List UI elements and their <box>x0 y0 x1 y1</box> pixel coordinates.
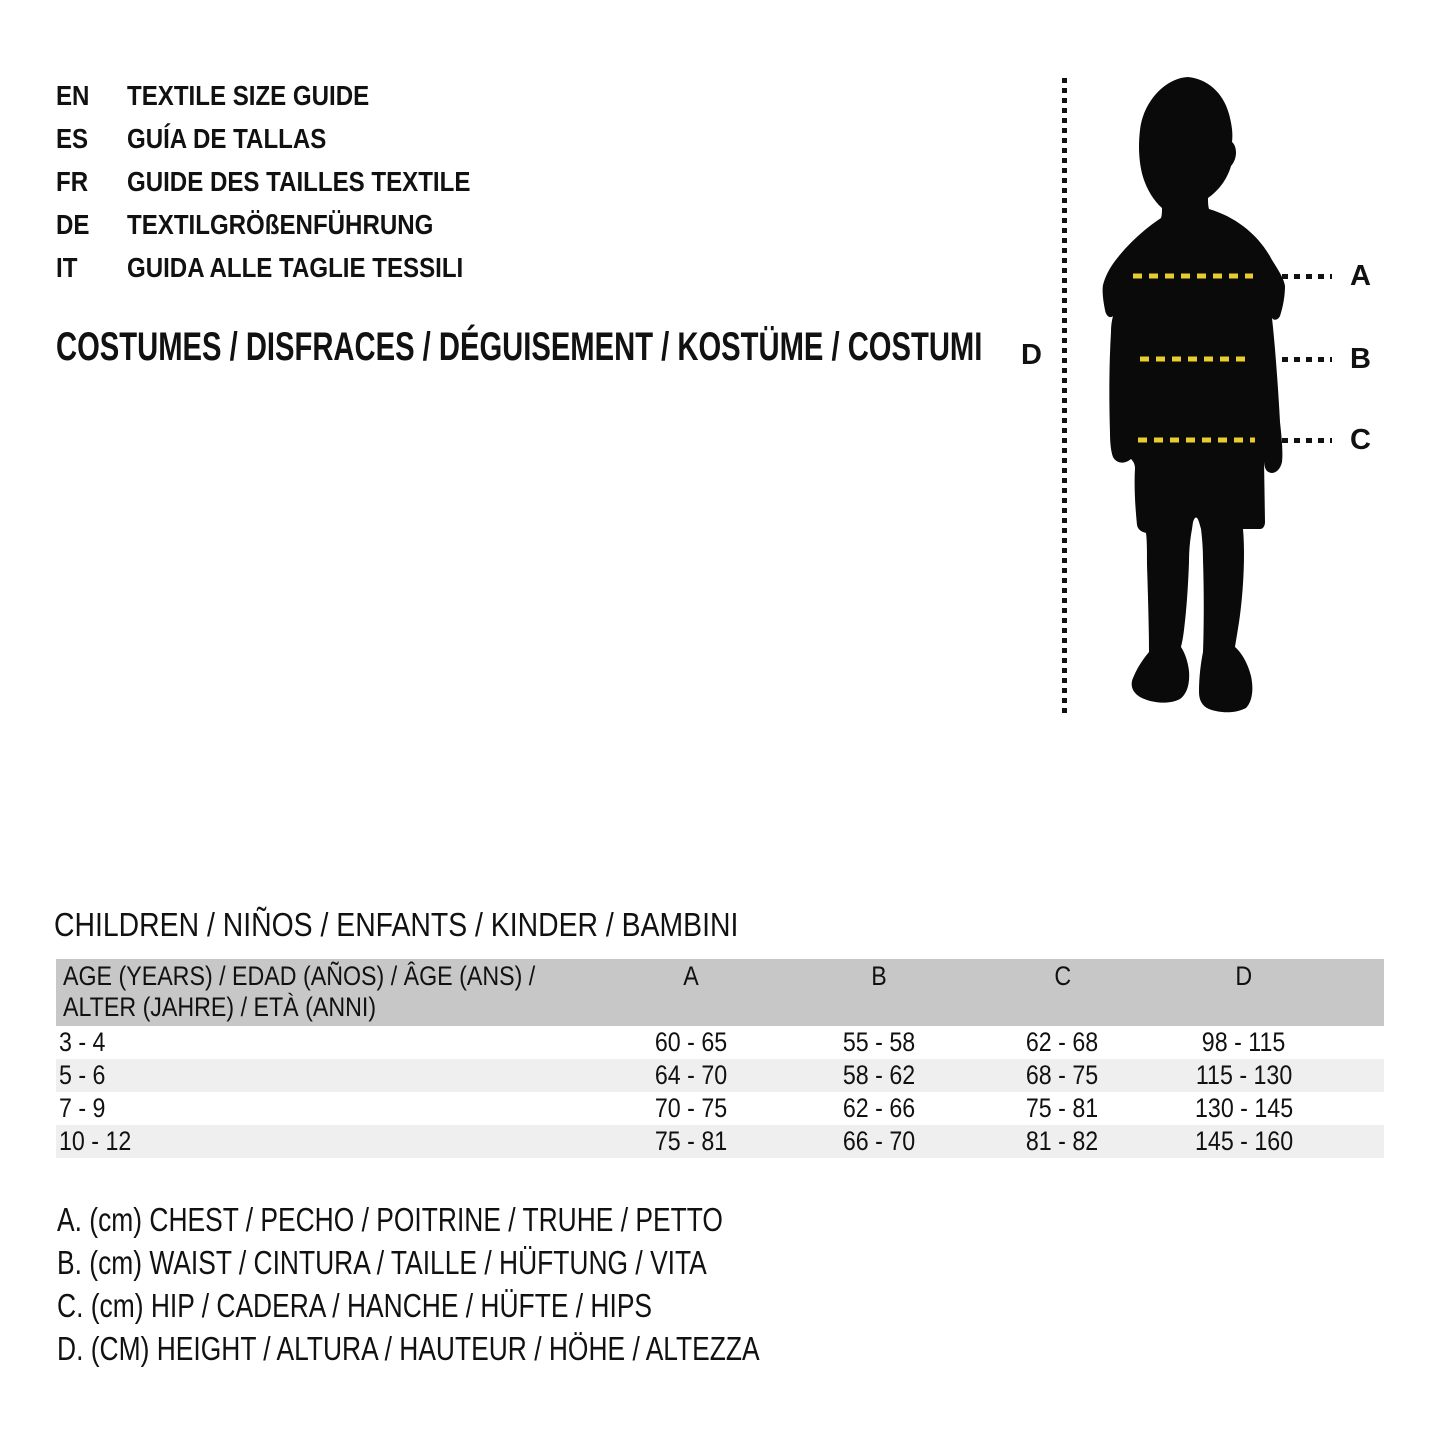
hip-cell: 81 - 82 <box>1026 1126 1099 1156</box>
hip-cell: 62 - 68 <box>1026 1027 1099 1057</box>
language-code: FR <box>56 165 89 197</box>
language-guide-title: GUIDA ALLE TAGLIE TESSILI <box>127 251 464 283</box>
language-code: EN <box>56 79 90 111</box>
waist-cell: 58 - 62 <box>842 1060 916 1090</box>
child-silhouette-shape <box>1103 77 1285 712</box>
size-table <box>56 959 1384 1158</box>
waist-connector-line <box>1282 357 1332 362</box>
column-header-d: D <box>1235 961 1253 991</box>
column-header-c: C <box>1054 961 1071 991</box>
table-header-row <box>56 959 1384 1026</box>
language-row <box>56 203 526 246</box>
chest-connector-line <box>1282 274 1332 279</box>
language-title-block <box>56 74 526 289</box>
age-cell: 5 - 6 <box>59 1060 106 1090</box>
waist-cell: 66 - 70 <box>842 1126 916 1156</box>
language-guide-title: GUIDE DES TAILLES TEXTILE <box>127 165 471 197</box>
waist-cell: 62 - 66 <box>842 1093 916 1123</box>
legend-item-height: D. (CM) HEIGHT / ALTURA / HAUTEUR / HÖHE / ALTEZZA <box>57 1329 760 1367</box>
chest-cell: 70 - 75 <box>655 1093 728 1123</box>
marker-d-height: D <box>1021 339 1042 371</box>
marker-b-waist: B <box>1350 343 1371 375</box>
language-row <box>56 117 526 160</box>
height-cell: 98 - 115 <box>1202 1027 1286 1057</box>
height-cell: 145 - 160 <box>1194 1126 1294 1156</box>
language-guide-title: GUÍA DE TALLAS <box>127 122 327 154</box>
language-row <box>56 160 526 203</box>
age-cell: 3 - 4 <box>59 1027 106 1057</box>
legend-item-chest: A. (cm) CHEST / PECHO / POITRINE / TRUHE / PETTO <box>57 1200 723 1238</box>
table-section-title: CHILDREN / NIÑOS / ENFANTS / KINDER / BAMBINI <box>54 906 739 943</box>
hip-cell: 75 - 81 <box>1026 1093 1099 1123</box>
table-row <box>56 1125 1384 1158</box>
category-title: COSTUMES / DISFRACES / DÉGUISEMENT / KOSTÜME / COSTUMI <box>56 325 983 369</box>
language-guide-title: TEXTILE SIZE GUIDE <box>127 79 370 111</box>
age-cell: 7 - 9 <box>59 1093 106 1123</box>
chest-cell: 60 - 65 <box>655 1027 728 1057</box>
hip-connector-line <box>1282 438 1332 443</box>
column-header-a: A <box>683 961 700 991</box>
language-code: IT <box>56 251 78 283</box>
age-column-header: AGE (YEARS) / EDAD (AÑOS) / ÂGE (ANS) / ALTER (JAHRE) / ETÀ (ANNI) <box>63 961 536 1022</box>
measurement-figure <box>1005 60 1425 740</box>
child-silhouette <box>1085 70 1305 720</box>
marker-a-chest: A <box>1350 260 1371 292</box>
header-spacer <box>1334 959 1384 961</box>
waist-cell: 55 - 58 <box>842 1027 916 1057</box>
hip-cell: 68 - 75 <box>1026 1060 1099 1090</box>
language-guide-title: TEXTILGRÖßENFÜHRUNG <box>127 208 434 240</box>
table-row <box>56 1026 1384 1059</box>
table-row <box>56 1059 1384 1092</box>
language-code: ES <box>56 122 89 154</box>
chest-cell: 75 - 81 <box>655 1126 728 1156</box>
marker-c-hip: C <box>1350 424 1371 456</box>
table-row <box>56 1092 1384 1125</box>
legend-item-waist: B. (cm) WAIST / CINTURA / TAILLE / HÜFTUNG / VITA <box>57 1243 707 1281</box>
height-cell: 130 - 145 <box>1194 1093 1294 1123</box>
language-row <box>56 74 526 117</box>
chest-cell: 64 - 70 <box>655 1060 728 1090</box>
legend-item-hip: C. (cm) HIP / CADERA / HANCHE / HÜFTE / HIPS <box>57 1286 653 1324</box>
height-measure-dotted-line <box>1062 78 1067 714</box>
height-cell: 115 - 130 <box>1195 1060 1293 1090</box>
column-header-b: B <box>871 961 887 991</box>
language-code: DE <box>56 208 90 240</box>
measurement-legend <box>57 1198 935 1370</box>
language-row <box>56 246 526 289</box>
age-cell: 10 - 12 <box>59 1126 132 1156</box>
